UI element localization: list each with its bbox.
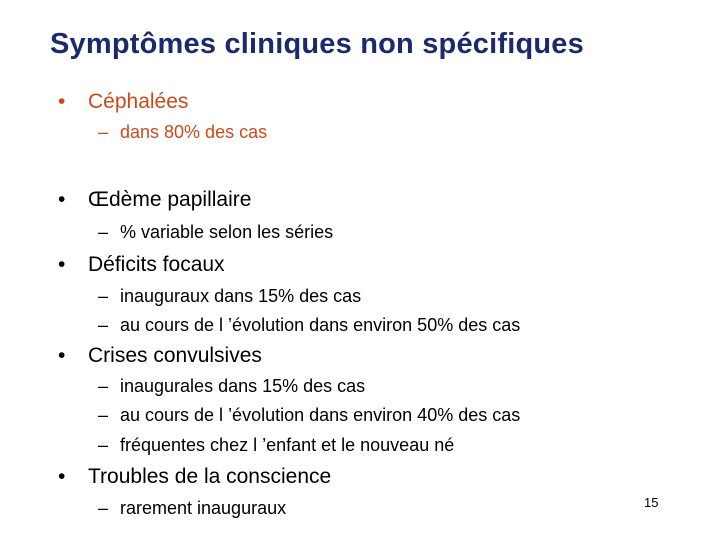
bullet-label: Œdème papillaire: [88, 188, 252, 211]
sub-item: [98, 435, 454, 456]
bullet-label: Déficits focaux: [88, 253, 225, 276]
bullet-item-deficits: [58, 253, 225, 277]
bullet-icon: •: [58, 465, 66, 488]
sub-item-label: dans 80% des cas: [120, 122, 268, 142]
dash-icon: –: [98, 435, 109, 455]
sub-item-label: inauguraux dans 15% des cas: [120, 286, 362, 306]
sub-item-label: au cours de l ’évolution dans environ 50% des cas: [120, 315, 521, 335]
sub-item: [98, 498, 286, 519]
bullet-item-troubles: [58, 465, 331, 489]
bullet-icon: •: [58, 344, 66, 367]
sub-item-label: inaugurales dans 15% des cas: [120, 376, 366, 396]
sub-item-label: rarement inauguraux: [120, 498, 287, 518]
bullet-icon: •: [58, 90, 66, 113]
sub-item: [98, 315, 520, 336]
bullet-label: Troubles de la conscience: [88, 465, 332, 488]
page-number: 15: [644, 495, 659, 510]
sub-item: [98, 286, 361, 307]
dash-icon: –: [98, 376, 109, 396]
bullet-item-oedeme: [58, 188, 251, 212]
sub-item-label: fréquentes chez l ’enfant et le nouveau né: [120, 435, 455, 455]
sub-item-label: % variable selon les séries: [120, 222, 334, 242]
sub-item: [98, 376, 365, 397]
bullet-item-cephalees: [58, 90, 188, 114]
bullet-item-crises: [58, 344, 262, 368]
dash-icon: –: [98, 315, 109, 335]
sub-item: [98, 222, 333, 243]
bullet-label: Crises convulsives: [88, 344, 262, 367]
dash-icon: –: [98, 498, 109, 518]
slide-title: Symptômes cliniques non spécifiques: [50, 28, 584, 60]
dash-icon: –: [98, 222, 109, 242]
bullet-icon: •: [58, 253, 66, 276]
dash-icon: –: [98, 405, 109, 425]
dash-icon: –: [98, 122, 109, 142]
dash-icon: –: [98, 286, 109, 306]
sub-item-label: au cours de l ’évolution dans environ 40% des cas: [120, 405, 521, 425]
sub-item: [98, 405, 520, 426]
bullet-icon: •: [58, 188, 66, 211]
sub-item: [98, 122, 267, 143]
bullet-label: Céphalées: [88, 90, 189, 113]
